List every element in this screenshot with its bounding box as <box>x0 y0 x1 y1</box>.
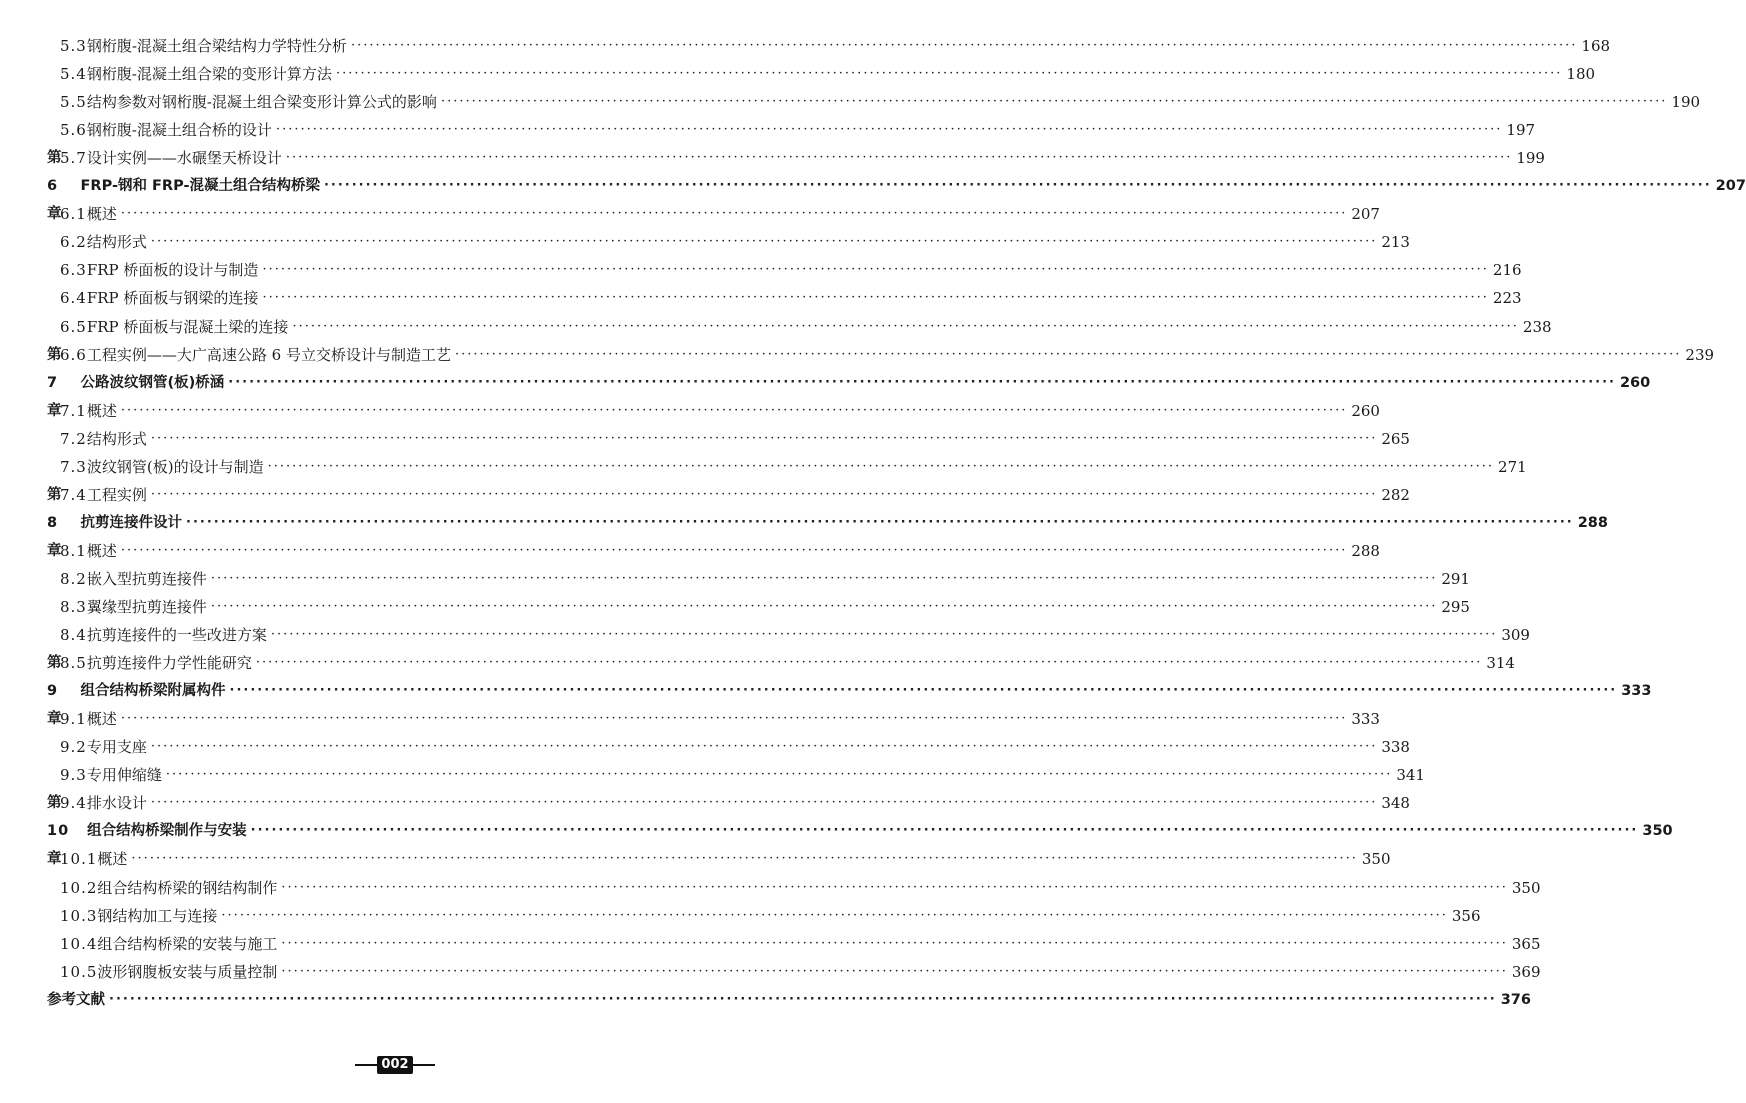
toc-section-row[interactable] <box>60 649 1515 677</box>
toc-section-row[interactable] <box>60 789 1410 817</box>
toc-leader-dots: ········································································································································································································ <box>150 234 1378 249</box>
toc-entry-page: 207 <box>1715 178 1746 194</box>
toc-section-row[interactable] <box>60 200 1380 228</box>
toc-entry-number: 5.5 <box>60 93 87 111</box>
toc-leader-dots: ········································································································································································································ <box>210 599 1438 614</box>
toc-entry-number: 8.1 <box>60 542 87 560</box>
toc-entry-number: 8.3 <box>60 598 87 616</box>
toc-section-row[interactable] <box>60 845 1391 873</box>
toc-entry-number: 7.3 <box>60 458 87 476</box>
toc-entry-title: 结构形式 <box>86 430 147 448</box>
toc-entry-page: 338 <box>1381 738 1410 756</box>
toc-leader-dots: ········································································································································································································ <box>120 403 1348 418</box>
toc-entry-title: 嵌入型抗剪连接件 <box>86 570 207 588</box>
toc-entry-title: 参考文献 <box>47 992 105 1008</box>
toc-entry-number: 10.5 <box>60 963 98 981</box>
toc-entry-page: 223 <box>1492 289 1522 307</box>
toc-entry-page: 216 <box>1492 261 1522 279</box>
toc-entry-title: 工程实例——大广高速公路 6 号立交桥设计与制造工艺 <box>86 346 451 364</box>
toc-entry-page: 348 <box>1381 794 1410 812</box>
toc-leader-dots: ········································································································································································································ <box>210 571 1438 586</box>
toc-section-row[interactable] <box>60 116 1536 144</box>
toc-section-row[interactable] <box>60 537 1380 565</box>
toc-section-row[interactable] <box>60 425 1410 453</box>
toc-entry-number: 第 10 章 <box>47 795 70 867</box>
toc-leader-dots: ········································································································································································································ <box>262 262 1489 277</box>
toc-section-row[interactable] <box>60 397 1380 425</box>
toc-entry-title: FRP 桥面板与钢梁的连接 <box>86 289 259 307</box>
toc-section-row[interactable] <box>60 284 1522 312</box>
toc-entry-title: 设计实例——水碾堡天桥设计 <box>86 149 282 167</box>
toc-entry-title: 波纹钢管(板)的设计与制造 <box>86 458 264 476</box>
toc-entry-page: 288 <box>1577 515 1608 531</box>
toc-leader-dots: ········································································································································································································ <box>281 964 1508 979</box>
toc-entry-number: 10.2 <box>60 879 98 897</box>
toc-entry-title: 钢桁腹-混凝土组合梁结构力学特性分析 <box>86 37 347 55</box>
toc-entry-page: 260 <box>1619 375 1651 391</box>
toc-leader-dots: ········································································································································································································ <box>285 150 1513 165</box>
toc-entry-page: 376 <box>1500 992 1531 1008</box>
toc-entry-page: 350 <box>1642 823 1673 839</box>
toc-section-row[interactable] <box>60 733 1410 761</box>
toc-entry-title: 组合结构桥梁制作与安装 <box>87 823 247 839</box>
toc-section-row[interactable] <box>60 930 1541 958</box>
toc-chapter-row[interactable] <box>47 986 1531 1014</box>
toc-section-row[interactable] <box>60 621 1530 649</box>
toc-entry-title: 概述 <box>86 402 117 420</box>
toc-entry-page: 282 <box>1381 486 1410 504</box>
toc-entry-number: 10.1 <box>60 850 98 868</box>
toc-leader-dots: ········································································································································································································ <box>150 487 1378 502</box>
toc-entry-page: 350 <box>1511 879 1541 897</box>
toc-entry-page: 207 <box>1351 205 1380 223</box>
toc-entry-page: 190 <box>1671 93 1701 111</box>
page-number: 002 <box>377 1056 412 1074</box>
toc-leader-dots: ········································································································································································································ <box>150 431 1378 446</box>
toc-entry-title: 组合结构桥梁的安装与施工 <box>97 935 278 953</box>
toc-entry-number: 8.5 <box>60 654 87 672</box>
toc-entry-title: 公路波纹钢管(板)桥涵 <box>80 375 225 391</box>
toc-entry-title: 专用支座 <box>86 738 147 756</box>
toc-entry-title: 概述 <box>86 542 117 560</box>
toc-entry-title: FRP 桥面板与混凝土梁的连接 <box>86 318 289 336</box>
toc-entry-page: 260 <box>1351 402 1380 420</box>
toc-entry-page: 309 <box>1501 626 1530 644</box>
toc-entry-number: 8.4 <box>60 626 87 644</box>
toc-entry-number: 6.1 <box>60 205 87 223</box>
toc-leader-dots: ········································································································································································································ <box>165 767 1393 782</box>
toc-entry-page: 271 <box>1498 458 1527 476</box>
toc-entry-number: 9.4 <box>60 794 87 812</box>
toc-entry-page: 314 <box>1486 654 1515 672</box>
toc-leader-dots: ········································································································································································································ <box>292 319 1519 334</box>
toc-entry-title: 结构参数对钢桁腹-混凝土组合梁变形计算公式的影响 <box>86 93 437 111</box>
toc-entry-number: 10.3 <box>60 907 98 925</box>
toc-entry-page: 341 <box>1396 766 1425 784</box>
toc-section-row[interactable] <box>60 874 1541 902</box>
toc-entry-number: 7.1 <box>60 402 87 420</box>
toc-entry-title: 抗剪连接件设计 <box>80 515 182 531</box>
toc-entry-title: 组合结构桥梁附属构件 <box>80 683 226 699</box>
toc-entry-title: 结构形式 <box>86 233 147 251</box>
toc-leader-dots: ········································································································································································································ <box>131 851 1358 866</box>
toc-entry-page: 350 <box>1361 850 1391 868</box>
toc-leader-dots: ········································································································································································································ <box>120 206 1348 221</box>
toc-entry-number: 第 6 章 <box>47 150 63 222</box>
toc-entry-title: 波形钢腹板安装与质量控制 <box>97 963 278 981</box>
toc-entry-number: 9.1 <box>60 710 87 728</box>
toc-entry-title: 钢结构加工与连接 <box>97 907 218 925</box>
toc-entry-title: FRP-钢和 FRP-混凝土组合结构桥梁 <box>80 178 320 194</box>
toc-entry-page: 199 <box>1516 149 1545 167</box>
toc-section-row[interactable] <box>60 341 1715 369</box>
toc-leader-dots: ········································································································································································································ <box>150 795 1378 810</box>
toc-leader-dots: ········································································································································································································ <box>228 375 1616 390</box>
toc-leader-dots: ········································································································································································································ <box>250 823 1639 838</box>
toc-entry-number: 6.2 <box>60 233 87 251</box>
toc-entry-number: 5.4 <box>60 65 87 83</box>
toc-entry-title: 概述 <box>97 850 128 868</box>
toc-section-row[interactable] <box>60 144 1545 172</box>
toc-leader-dots: ········································································································································································································ <box>150 739 1378 754</box>
toc-entry-number: 第 8 章 <box>47 487 63 559</box>
toc-entry-number: 5.6 <box>60 121 87 139</box>
toc-entry-number: 7.2 <box>60 430 87 448</box>
toc-leader-dots: ········································································································································································································ <box>323 178 1712 193</box>
toc-entry-title: 组合结构桥梁的钢结构制作 <box>97 879 278 897</box>
toc-section-row[interactable] <box>60 88 1701 116</box>
toc-leader-dots: ········································································································································································································ <box>267 459 1495 474</box>
toc-section-row[interactable] <box>60 902 1481 930</box>
toc-entry-page: 295 <box>1441 598 1470 616</box>
toc-entry-number: 6.4 <box>60 289 87 307</box>
toc-leader-dots: ········································································································································································································ <box>335 66 1563 81</box>
toc-entry-number: 9.2 <box>60 738 87 756</box>
toc-entry-page: 365 <box>1511 935 1541 953</box>
toc-entry-page: 356 <box>1451 907 1481 925</box>
toc-entry-number: 8.2 <box>60 570 87 588</box>
toc-leader-dots: ········································································································································································································ <box>350 38 1578 53</box>
toc-entry-number: 9.3 <box>60 766 87 784</box>
toc-entry-page: 291 <box>1441 570 1470 588</box>
toc-entry-title: 翼缘型抗剪连接件 <box>86 598 207 616</box>
toc-entry-number: 6.5 <box>60 318 87 336</box>
toc-leader-dots: ········································································································································································································ <box>229 683 1618 698</box>
toc-section-row[interactable] <box>60 313 1552 341</box>
toc-section-row[interactable] <box>60 228 1410 256</box>
toc-section-row[interactable] <box>60 256 1522 284</box>
toc-entry-title: 工程实例 <box>86 486 147 504</box>
footer-rule-right <box>413 1064 435 1066</box>
toc-section-row[interactable] <box>60 565 1470 593</box>
toc-leader-dots: ········································································································································································································ <box>120 711 1348 726</box>
toc-leader-dots: ········································································································································································································ <box>281 880 1508 895</box>
toc-entry-page: 265 <box>1381 430 1410 448</box>
toc-leader-dots: ········································································································································································································ <box>109 992 1497 1007</box>
toc-entry-page: 197 <box>1506 121 1536 139</box>
toc-section-row[interactable] <box>60 32 1611 60</box>
toc-leader-dots: ········································································································································································································ <box>221 908 1448 923</box>
toc-leader-dots: ········································································································································································································ <box>255 655 1483 670</box>
footer-rule-left <box>355 1064 377 1066</box>
toc-entry-title: 专用伸缩缝 <box>86 766 162 784</box>
toc-entry-page: 333 <box>1621 683 1652 699</box>
toc-entry-page: 238 <box>1522 318 1552 336</box>
toc-entry-number: 6.3 <box>60 261 87 279</box>
toc-section-row[interactable] <box>60 705 1380 733</box>
toc-entry-page: 239 <box>1685 346 1715 364</box>
toc-entry-page: 333 <box>1351 710 1380 728</box>
toc-entry-title: 抗剪连接件力学性能研究 <box>86 654 252 672</box>
toc-section-row[interactable] <box>60 481 1410 509</box>
toc-entry-title: 概述 <box>86 205 117 223</box>
toc-leader-dots: ········································································································································································································ <box>454 347 1682 362</box>
toc-section-row[interactable] <box>60 593 1470 621</box>
toc-section-row[interactable] <box>60 761 1425 789</box>
toc-entry-number: 10.4 <box>60 935 98 953</box>
toc-entry-title: 钢桁腹-混凝土组合桥的设计 <box>86 121 272 139</box>
toc-leader-dots: ········································································································································································································ <box>275 122 1503 137</box>
toc-entry-page: 369 <box>1511 963 1541 981</box>
toc-section-row[interactable] <box>60 958 1541 986</box>
toc-leader-dots: ········································································································································································································ <box>186 515 1574 530</box>
toc-section-row[interactable] <box>60 60 1596 88</box>
page-footer <box>0 1053 790 1077</box>
toc-entry-page: 180 <box>1566 65 1596 83</box>
toc-entry-number: 第 9 章 <box>47 655 63 727</box>
toc-leader-dots: ········································································································································································································ <box>120 543 1348 558</box>
toc-entry-page: 288 <box>1351 542 1380 560</box>
toc-entry-title: 抗剪连接件的一些改进方案 <box>86 626 267 644</box>
toc-entry-title: 钢桁腹-混凝土组合梁的变形计算方法 <box>86 65 332 83</box>
toc-leader-dots: ········································································································································································································ <box>270 627 1498 642</box>
toc-entry-page: 168 <box>1581 37 1611 55</box>
toc-leader-dots: ········································································································································································································ <box>440 94 1668 109</box>
toc-leader-dots: ········································································································································································································ <box>262 290 1489 305</box>
toc-leader-dots: ········································································································································································································ <box>281 936 1508 951</box>
toc-entry-number: 第 7 章 <box>47 347 63 419</box>
toc-entry-title: 排水设计 <box>86 794 147 812</box>
toc-section-row[interactable] <box>60 453 1527 481</box>
toc-entry-number: 5.7 <box>60 149 87 167</box>
toc-entry-title: FRP 桥面板的设计与制造 <box>86 261 259 279</box>
toc-entry-number: 5.3 <box>60 37 87 55</box>
toc-entry-number: 6.6 <box>60 346 87 364</box>
toc-entry-page: 213 <box>1381 233 1410 251</box>
toc-entry-title: 概述 <box>86 710 117 728</box>
toc-entry-number: 7.4 <box>60 486 87 504</box>
